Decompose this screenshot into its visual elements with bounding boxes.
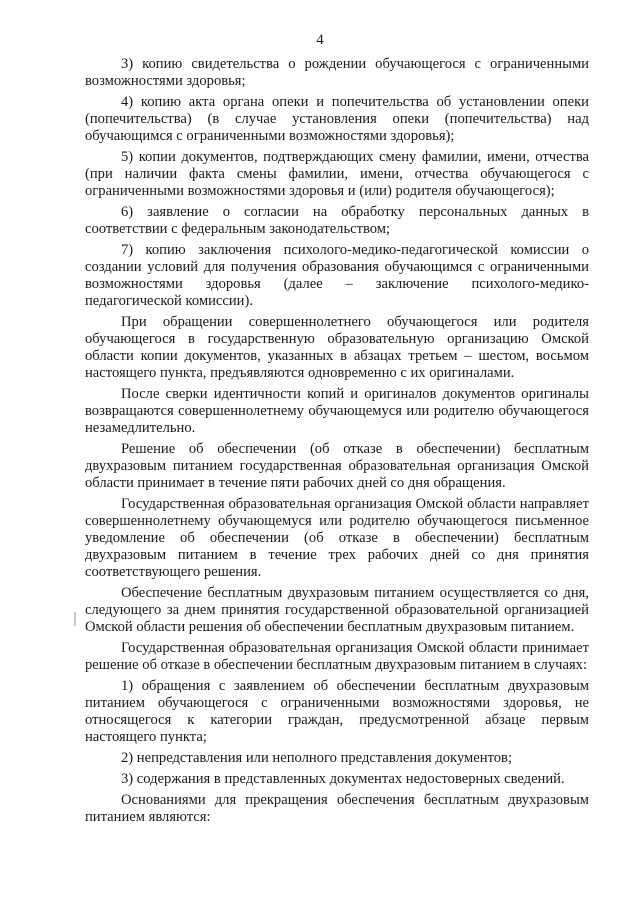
list-item-refusal-false-info: 3) содержания в представленных документах недостоверных сведений. [121, 771, 565, 787]
paragraph-notification: Государственная образовательная организация Омской области направляет совершеннолетнему обучающемуся или родителю обучающегося письменное уведомление об обеспечении (об отказе в обеспечении) бесплатным двухразовым питанием в течение трех рабочих дней со дня принятия соответствующего решения. [85, 496, 589, 580]
list-item-commission-conclusion: 7) копию заключения психолого-медико-педагогической комиссии о создании условий для получения образования обучающимся с ограниченными возможностями здоровья (далее – заключение психолого-медико-педагогической комиссии). [85, 242, 589, 309]
list-item-data-consent: 6) заявление о согласии на обработку персональных данных в соответствии с федеральным законодательством; [85, 204, 589, 237]
paragraph-decision-timeline: Решение об обеспечении (об отказе в обеспечении) бесплатным двухразовым питанием государственная образовательная организация Омской области принимает в течение пяти рабочих дней со дня обращения. [85, 441, 589, 491]
list-item-birth-certificate: 3) копию свидетельства о рождении обучающегося с ограниченными возможностями здоровья; [85, 56, 589, 89]
paragraph-provision-start: Обеспечение бесплатным двухразовым питанием осуществляется со дня, следующего за днем принятия государственной образовательной организацией Омской области решения об обеспечении бесплатным двухразовым питанием. [85, 585, 589, 635]
margin-mark [74, 612, 76, 626]
paragraph-refusal-cases: Государственная образовательная организация Омской области принимает решение об отказе в обеспечении бесплатным двухразовым питанием в случаях: [85, 640, 589, 673]
page-number: 4 [316, 32, 324, 48]
list-item-refusal-documents: 2) непредставления или неполного представления документов; [121, 750, 512, 766]
list-item-guardianship-act: 4) копию акта органа опеки и попечительства об установлении опеки (попечительства) (в случае установления опеки (попечительства) над обучающимся с ограниченными возможностями здоровья); [85, 94, 589, 144]
list-item-refusal-category: 1) обращения с заявлением об обеспечении бесплатным двухразовым питанием обучающегося с ограниченными возможностями здоровья, не относящегося к категории граждан, предусмотренной абзаце первым настоящего пункта; [85, 678, 589, 745]
paragraph-originals-returned: После сверки идентичности копий и оригиналов документов оригиналы возвращаются совершеннолетнему обучающемуся или родителю обучающегося незамедлительно. [85, 386, 589, 436]
list-item-name-change-documents: 5) копии документов, подтверждающих смену фамилии, имени, отчества (при наличии факта смены фамилии, имени, отчества обучающегося с ограниченными возможностями здоровья и (или) родителя обучающегося); [85, 149, 589, 199]
paragraph-termination-grounds: Основаниями для прекращения обеспечения бесплатным двухразовым питанием являются: [85, 792, 589, 825]
document-body [85, 56, 589, 830]
paragraph-copies-with-originals: При обращении совершеннолетнего обучающегося или родителя обучающегося в государственную образовательную организацию Омской области копии документов, указанных в абзацах третьем – шестом, восьмом настоящего пункта, предъявляются одновременно с их оригиналами. [85, 314, 589, 381]
